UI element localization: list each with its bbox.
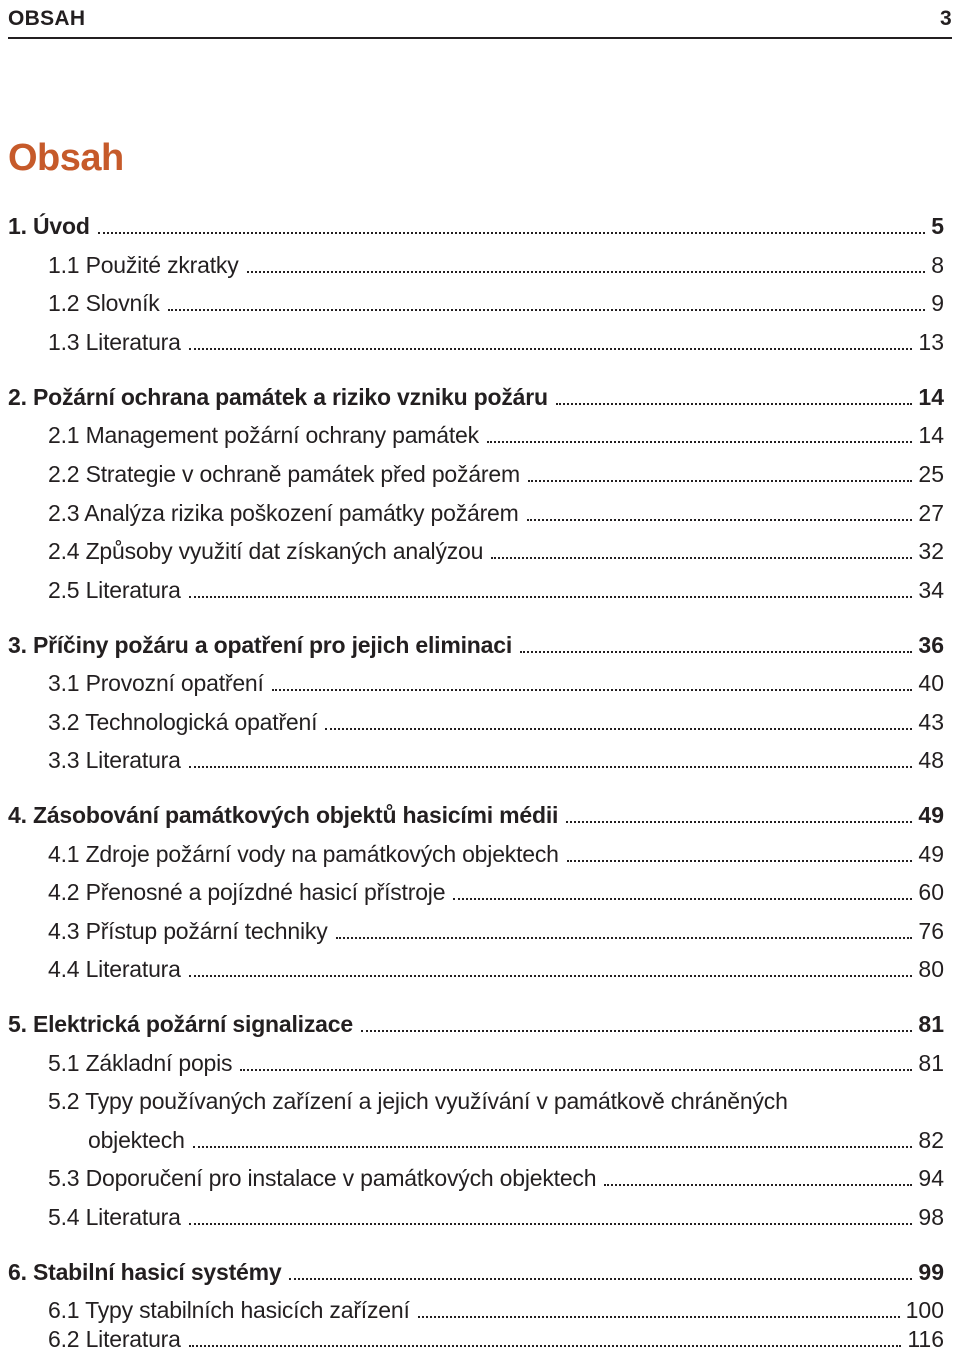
running-head [8,0,952,39]
toc-entry-label: 5.4 Literatura [48,1204,181,1230]
toc-entry-label: objektech [88,1127,185,1153]
page-title: Obsah [8,137,124,179]
toc-dot-leader [556,403,913,405]
toc-page-number: 8 [931,252,944,278]
toc-page-number: 80 [918,956,944,982]
toc-page-number: 100 [905,1297,944,1323]
toc-entry-label: 2.1 Management požární ochrany památek [48,422,479,448]
toc-dot-leader [189,596,913,598]
toc-page-number: 14 [918,422,944,448]
toc-entry-section-2-3[interactable] [48,496,944,530]
toc-dot-leader [189,766,913,768]
toc-page-number: 9 [931,290,944,316]
toc-entry-section-5-3[interactable] [48,1161,944,1195]
toc-entry-label: 2.3 Analýza rizika poškození památky požárem [48,500,519,526]
toc-entry-section-4-4[interactable] [48,952,944,986]
toc-entry-chapter-6[interactable] [8,1255,944,1289]
toc-entry-label: 6.1 Typy stabilních hasicích zařízení [48,1297,410,1323]
toc-page-number: 25 [918,461,944,487]
toc-entry-section-4-2[interactable] [48,875,944,909]
toc-entry-label: 3.1 Provozní opatření [48,670,264,696]
toc-dot-leader [604,1184,912,1186]
toc-entry-label: 1.2 Slovník [48,290,160,316]
toc-dot-leader [193,1146,913,1148]
toc-dot-leader [487,441,912,443]
toc-entry-label: 3.3 Literatura [48,747,181,773]
toc-entry-label: 4. Zásobování památkových objektů hasicími médii [8,802,559,828]
toc-entry-section-3-3[interactable] [48,743,944,777]
toc-dot-leader [247,271,926,273]
toc-entry-section-5-4[interactable] [48,1200,944,1234]
toc-entry-chapter-1[interactable] [8,209,944,243]
toc-page-number: 27 [918,500,944,526]
toc-entry-label: 1.1 Použité zkratky [48,252,239,278]
toc-entry-section-5-2-first-line[interactable]: 5.2 Typy používaných zařízení a jejich využívání v památkově chráněných [48,1088,788,1114]
toc-entry-label: 3.2 Technologická opatření [48,709,318,735]
toc-dot-leader [325,728,912,730]
toc-entry-label: 5. Elektrická požární signalizace [8,1011,353,1037]
toc-dot-leader [453,898,912,900]
toc-entry-section-3-1[interactable] [48,666,944,700]
toc-dot-leader [240,1069,912,1071]
toc-dot-leader [520,651,912,653]
toc-page-number: 34 [918,577,944,603]
toc-entry-section-5-2[interactable] [88,1123,944,1157]
toc-dot-leader [189,348,913,350]
toc-page-number: 81 [918,1011,944,1037]
toc-entry-chapter-4[interactable] [8,798,944,832]
toc-entry-section-1-1[interactable] [48,248,944,282]
toc-entry-label: 4.2 Přenosné a pojízdné hasicí přístroje [48,879,446,905]
toc-entry-section-2-1[interactable] [48,418,944,452]
toc-entry-section-4-3[interactable] [48,914,944,948]
toc-page-number: 98 [918,1204,944,1230]
toc-dot-leader [527,519,913,521]
running-head-page-number: 3 [940,6,952,30]
toc-dot-leader [418,1316,900,1318]
toc-entry-label: 5.1 Základní popis [48,1050,233,1076]
toc-page-number: 14 [918,384,944,410]
toc-dot-leader [528,480,912,482]
toc-dot-leader [272,689,913,691]
toc-entry-label: 3. Příčiny požáru a opatření pro jejich eliminaci [8,632,513,658]
toc-page-number: 49 [918,802,944,828]
toc-page-number: 43 [918,709,944,735]
toc-entry-label: 4.1 Zdroje požární vody na památkových objektech [48,841,559,867]
toc-entry-section-1-3[interactable] [48,325,944,359]
toc-page-number: 116 [907,1326,944,1352]
toc-entry-section-2-4[interactable] [48,534,944,568]
toc-entry-section-2-5[interactable] [48,573,944,607]
toc-dot-leader [336,937,913,939]
toc-page-number: 13 [918,329,944,355]
toc-dot-leader [361,1030,912,1032]
toc-entry-label: 1.3 Literatura [48,329,181,355]
toc-entry-section-2-2[interactable] [48,457,944,491]
toc-entry-label: 6. Stabilní hasicí systémy [8,1259,282,1285]
toc-entry-label: 4.4 Literatura [48,956,181,982]
toc-page-number: 81 [918,1050,944,1076]
toc-entry-section-5-1[interactable] [48,1046,944,1080]
toc-entry-section-6-2[interactable] [48,1322,944,1356]
toc-entry-chapter-5[interactable] [8,1007,944,1041]
toc-entry-label: 2. Požární ochrana památek a riziko vzniku požáru [8,384,548,410]
toc-entry-section-4-1[interactable] [48,837,944,871]
running-head-section: OBSAH [8,6,86,30]
toc-page-number: 94 [918,1165,944,1191]
toc-entry-label: 4.3 Přístup požární techniky [48,918,328,944]
toc-page-number: 40 [918,670,944,696]
toc-page-number: 82 [918,1127,944,1153]
toc-page-number: 76 [918,918,944,944]
toc-dot-leader [168,309,926,311]
toc-page-number: 36 [918,632,944,658]
toc-dot-leader [98,232,926,234]
toc-dot-leader [566,821,912,823]
toc-dot-leader [189,1223,913,1225]
toc-dot-leader [189,975,913,977]
toc-page-number: 32 [918,538,944,564]
toc-entry-section-3-2[interactable] [48,705,944,739]
toc-page-number: 48 [918,747,944,773]
toc-entry-label: 1. Úvod [8,213,90,239]
toc-dot-leader [491,557,912,559]
toc-entry-chapter-2[interactable] [8,380,944,414]
toc-entry-chapter-3[interactable] [8,628,944,662]
toc-entry-label: 2.4 Způsoby využití dat získaných analýzou [48,538,484,564]
toc-page-number: 99 [918,1259,944,1285]
toc-page-number: 60 [918,879,944,905]
toc-dot-leader [189,1345,902,1347]
toc-dot-leader [289,1278,912,1280]
toc-entry-label: 6.2 Literatura [48,1326,181,1352]
toc-entry-label: 2.5 Literatura [48,577,181,603]
toc-entry-section-1-2[interactable] [48,286,944,320]
toc-page-number: 5 [931,213,944,239]
toc-dot-leader [567,860,913,862]
toc-entry-label: 2.2 Strategie v ochraně památek před požárem [48,461,520,487]
toc-page-number: 49 [918,841,944,867]
toc-entry-label: 5.3 Doporučení pro instalace v památkových objektech [48,1165,597,1191]
